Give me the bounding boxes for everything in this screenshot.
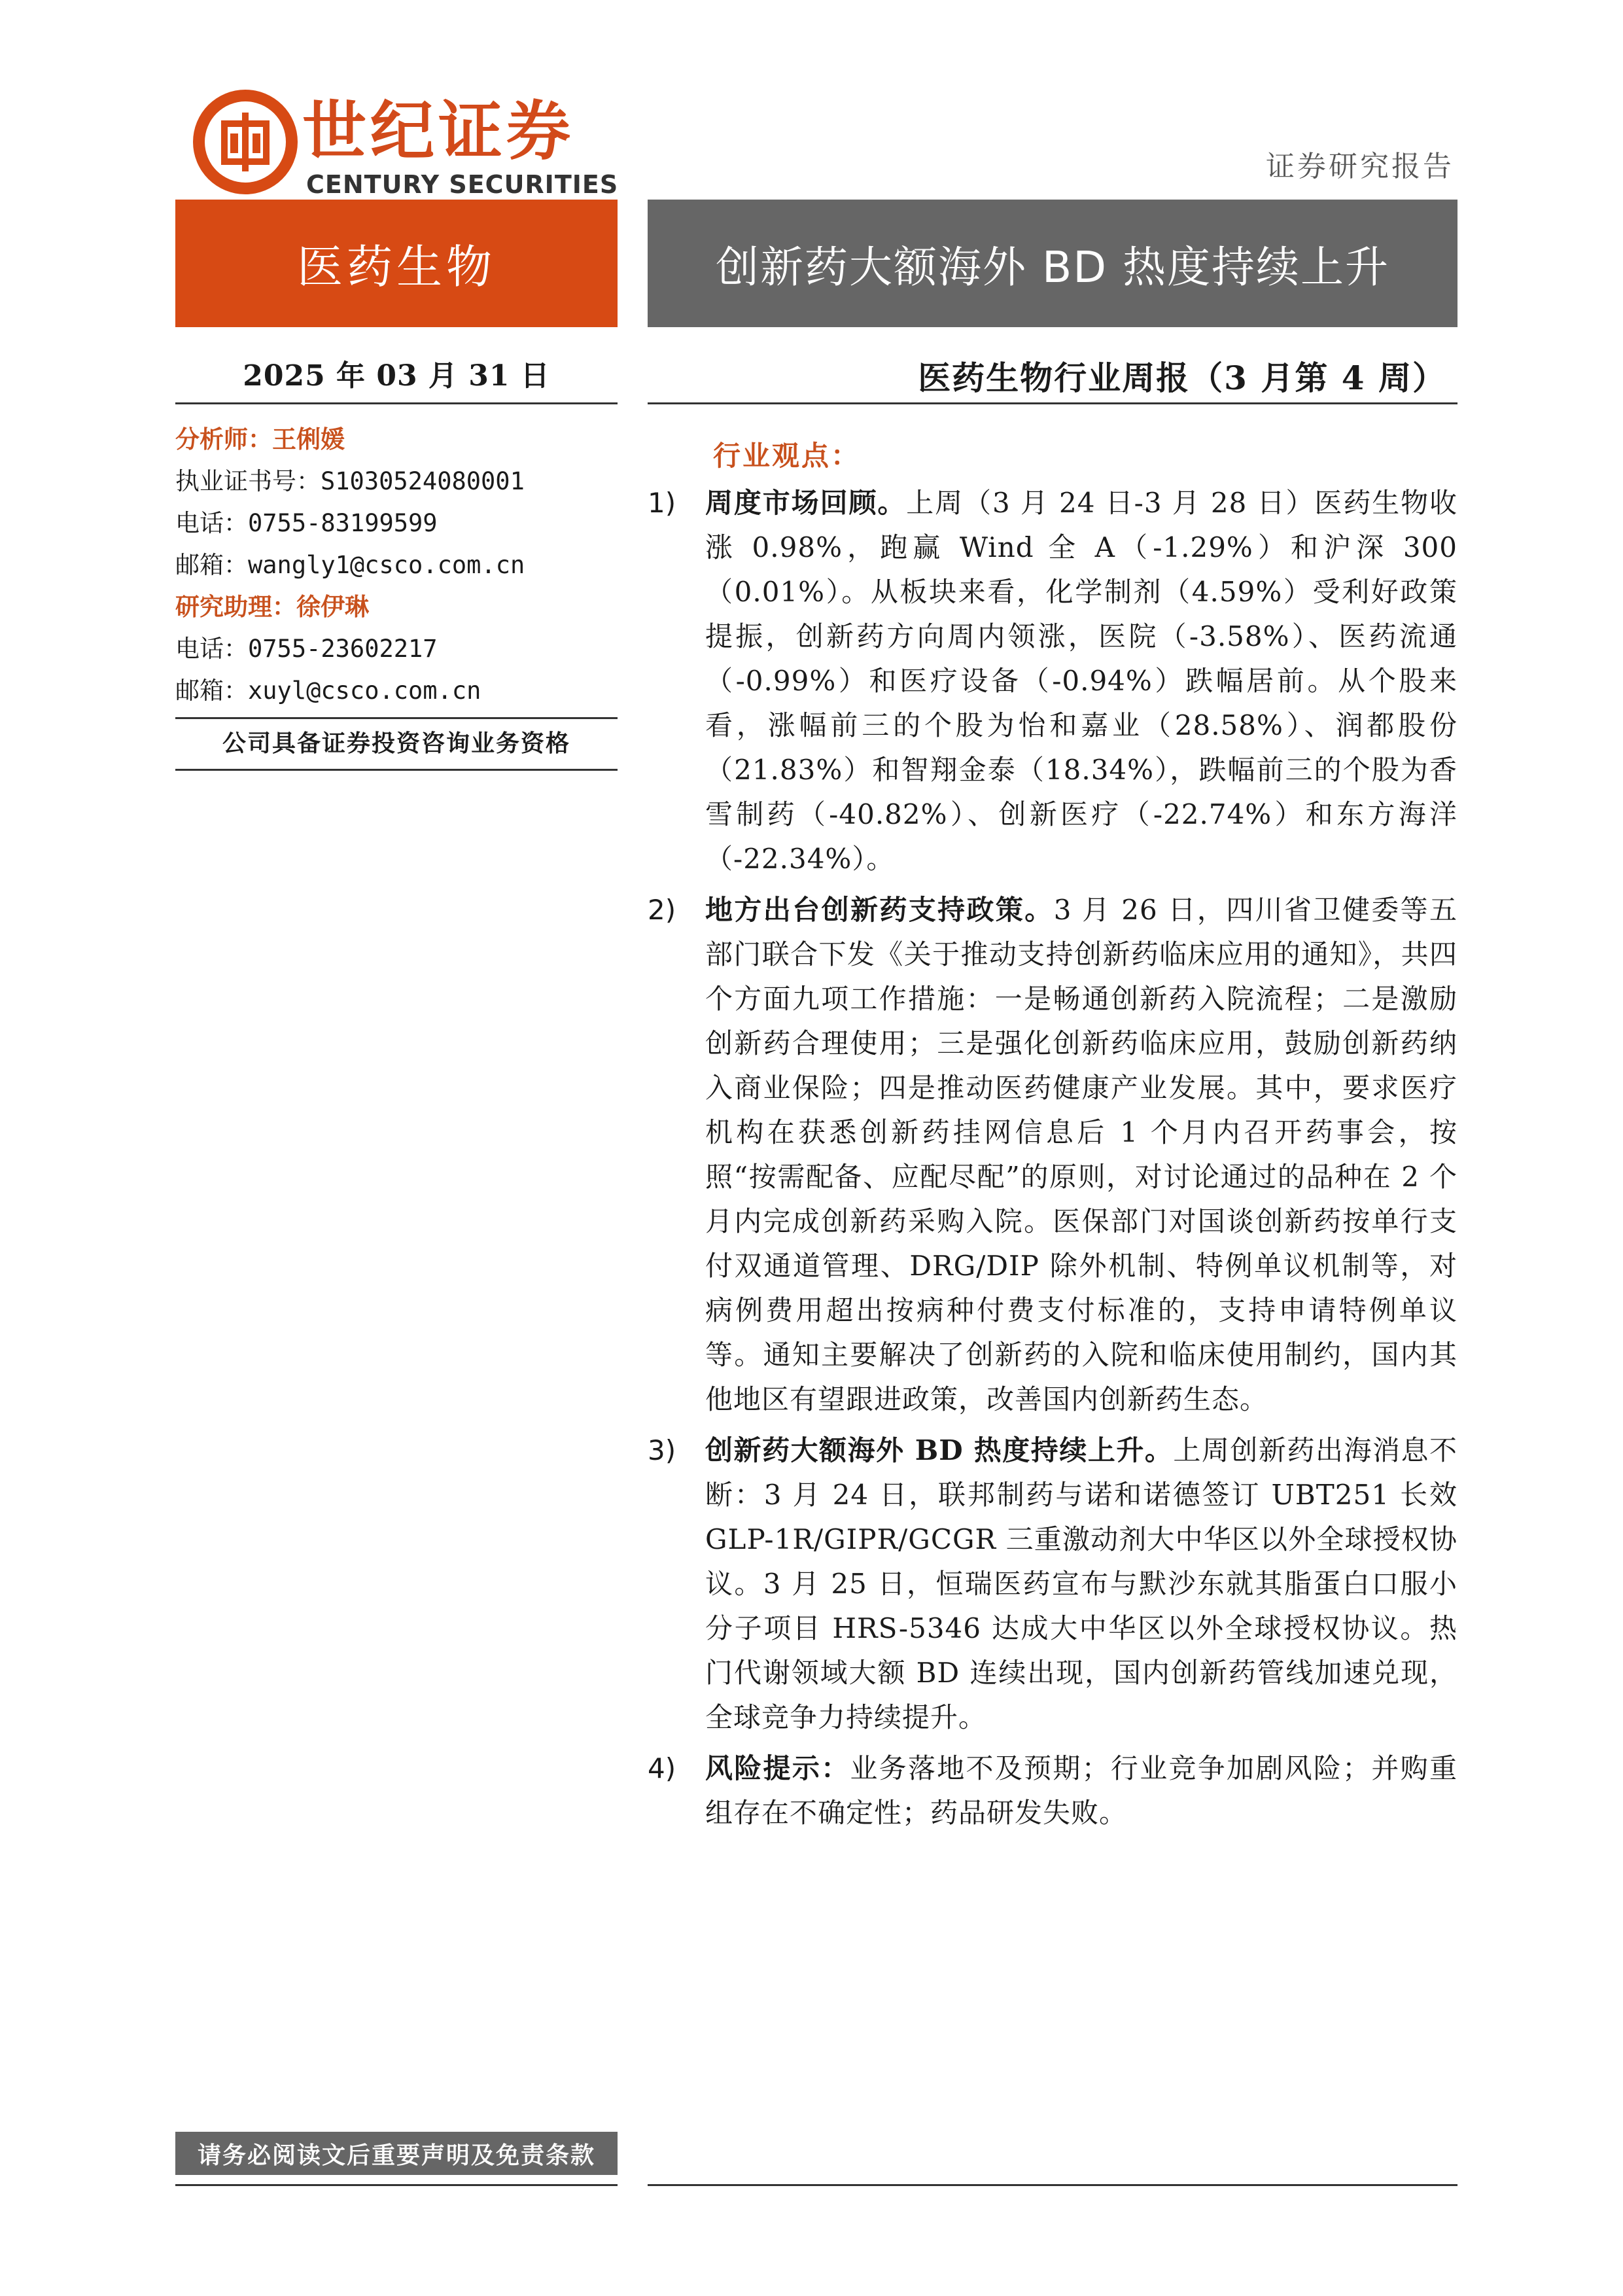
assistant-email: 邮箱：xuyl@csco.com.cn: [175, 677, 481, 705]
divider: [648, 402, 1457, 404]
item-text: [705, 1428, 1457, 1740]
assistant-phone: 电话：0755-23602217: [175, 635, 438, 663]
company-logo: [190, 86, 619, 199]
report-title: 创新药大额海外 BD 热度持续上升: [715, 242, 1390, 292]
item-heading: 风险提示：: [705, 1752, 850, 1784]
item-body: 上周创新药出海消息不断：3 月 24 日，联邦制药与诺和诺德签订 UBT251 长效 GLP-1R/GIPR/GCGR 三重激动剂大中华区以外全球授权协议。3 月 25 日，恒瑞医药宣布与默沙东就其脂蛋白口服小分子项目 HRS-5346 达成大中华区以外全球授权协议。热门代谢领域大额 BD 连续出现，国内创新药管线加速兑现，全球竞争力持续提升。: [705, 1434, 1457, 1733]
document-type: 证券研究报告: [1266, 150, 1454, 183]
item-text: [705, 481, 1457, 881]
item-number: 2): [648, 894, 676, 926]
item-number: 3): [648, 1434, 676, 1466]
list-item: [648, 1428, 1457, 1740]
analyst-email: 邮箱：wangly1@csco.com.cn: [175, 551, 525, 579]
item-text: [705, 1746, 1457, 1835]
item-body: 业务落地不及预期；行业竞争加剧风险；并购重组存在不确定性；药品研发失败。: [705, 1752, 1457, 1829]
list-item: [648, 888, 1457, 1422]
sector-label: 医药生物: [297, 240, 496, 294]
list-item: [648, 481, 1457, 881]
item-body: 上周（3 月 24 日-3 月 28 日）医药生物收涨 0.98%，跑赢 Wind 全 A（-1.29%）和沪深 300（0.01%）。从板块来看，化学制剂（4.59%）受利好政策提振，创新药方向周内领涨，医院（-3.58%）、医药流通（-0.99%）和医疗设备（-0.94%）跌幅居前。从个股来看，涨幅前三的个股为怡和嘉业（28.58%）、润都股份（21.83%）和智翔金泰（18.34%），跌幅前三的个股为香雪制药（-40.82%）、创新医疗（-22.74%）和东方海洋（-22.34%）。: [705, 487, 1457, 875]
logo-english-name: CENTURY SECURITIES: [306, 170, 619, 199]
logo-chinese-name: 世纪证券: [302, 94, 575, 169]
item-number: 4): [648, 1752, 676, 1784]
item-text: [705, 888, 1457, 1422]
analyst-phone: 电话：0755-83199599: [175, 509, 438, 537]
sector-band: [175, 200, 618, 327]
report-date: 2025 年 03 月 31 日: [243, 359, 550, 393]
qualification-statement: 公司具备证券投资咨询业务资格: [175, 717, 618, 771]
divider: [175, 2184, 618, 2186]
divider: [175, 402, 618, 404]
item-number: 1): [648, 487, 676, 519]
analyst-info: [175, 419, 618, 771]
item-body: 3 月 26 日，四川省卫健委等五部门联合下发《关于推动支持创新药临床应用的通知》，共四个方面九项工作措施：一是畅通创新药入院流程；二是激励创新药合理使用；三是强化创新药临床应用，鼓励创新药纳入商业保险；四是推动医药健康产业发展。其中，要求医疗机构在获悉创新药挂网信息后 1 个月内召开药事会，按照“按需配备、应配尽配”的原则，对讨论通过的品种在 2 个月内完成创新药采购入院。医保部门对国谈创新药按单行支付双通道管理、DRG/DIP 除外机制、特例单议机制等，对病例费用超出按病种付费支付标准的，支持申请特例单议等。通知主要解决了创新药的入院和临床使用制约，国内其他地区有望跟进政策，改善国内创新药生态。: [705, 894, 1457, 1415]
century-securities-logo-icon: [190, 86, 301, 198]
analyst-cert: 执业证书号：S1030524080001: [175, 467, 525, 495]
divider: [648, 2184, 1457, 2186]
views-list: [648, 481, 1457, 1842]
title-band: [648, 200, 1457, 327]
assistant-name: 研究助理：徐伊琳: [175, 593, 369, 621]
analyst-name: 分析师：王俐媛: [175, 425, 345, 453]
section-title: 行业观点：: [713, 440, 861, 472]
list-item: [648, 1746, 1457, 1835]
item-heading: 地方出台创新药支持政策。: [705, 894, 1054, 926]
item-heading: 周度市场回顾。: [705, 487, 907, 519]
item-heading: 创新药大额海外 BD 热度持续上升。: [705, 1434, 1174, 1466]
disclaimer-text: 请务必阅读文后重要声明及免责条款: [197, 2142, 595, 2169]
disclaimer-banner: [175, 2132, 618, 2175]
report-name: 医药生物行业周报（3 月第 4 周）: [918, 359, 1446, 397]
